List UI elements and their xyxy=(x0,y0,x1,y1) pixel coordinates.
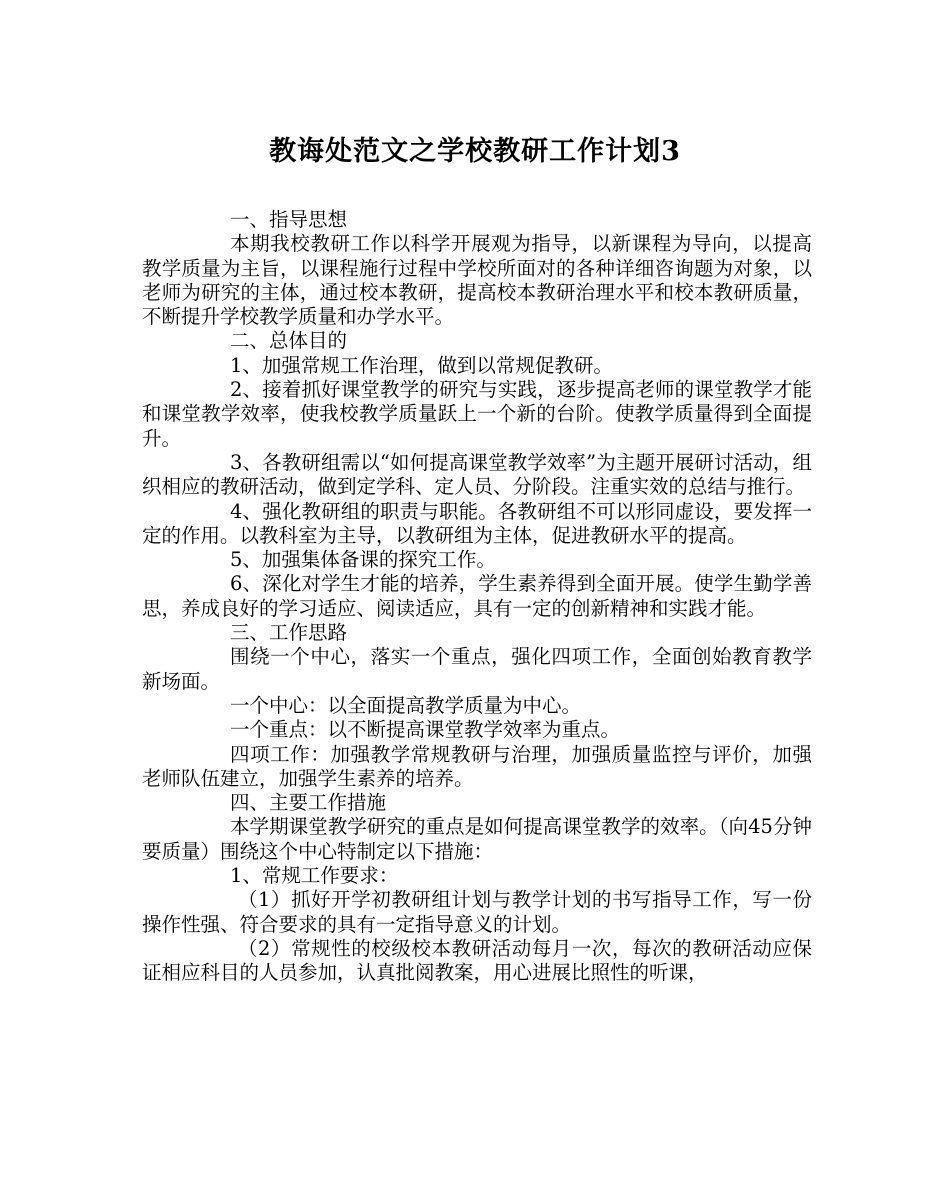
paragraph: 一个中心：以全面提高教学质量为中心。 xyxy=(230,693,582,717)
paragraph: 3、各教研组需以“如何提高课堂教学效率”为主题开展研讨活动，组织相应的教研活动，做到定学科、定人员、分阶段。注重实效的总结与推行。 xyxy=(142,450,812,499)
paragraph: 5、加强集体备课的探究工作。 xyxy=(230,548,496,572)
paragraph: 围绕一个中心，落实一个重点，强化四项工作，全面创始教育教学新场面。 xyxy=(142,645,812,693)
document-body xyxy=(142,208,812,986)
paragraph: 4、强化教研组的职责与职能。各教研组不可以形同虚设，要发挥一定的作用。以教科室为主导，以教研组为主体，促进教研水平的提高。 xyxy=(142,499,812,547)
section-heading: 三、工作思路 xyxy=(230,621,348,645)
paragraph: 本期我校教研工作以科学开展观为指导，以新课程为导向，以提高教学质量为主旨，以课程施行过程中学校所面对的各种详细咨询题为对象，以老师为研究的主体，通过校本教研，提高校本教研治理水平和校本教研质量，不断提升学校教学质量和办学水平。 xyxy=(142,232,812,329)
paragraph: 一个重点：以不断提高课堂教学效率为重点。 xyxy=(230,718,621,742)
paragraph: 6、深化对学生才能的培养，学生素养得到全面开展。使学生勤学善思，养成良好的学习适应、阅读适应，具有一定的创新精神和实践才能。 xyxy=(142,572,812,620)
paragraph: 2、接着抓好课堂教学的研究与实践，逐步提高老师的课堂教学才能和课堂教学效率，使我校教学质量跃上一个新的台阶。使教学质量得到全面提升。 xyxy=(142,378,812,450)
paragraph: 本学期课堂教学研究的重点是如何提高课堂教学的效率。（向45分钟要质量）围绕这个中心特制定以下措施： xyxy=(142,815,812,863)
section-heading: 四、主要工作措施 xyxy=(230,791,387,815)
paragraph: （1）抓好开学初教研组计划与教学计划的书写指导工作，写一份操作性强、符合要求的具有一定指导意义的计划。 xyxy=(142,888,812,936)
section-heading: 一、指导思想 xyxy=(230,208,348,231)
document-title: 教诲处范文之学校教研工作计划3 xyxy=(269,136,681,167)
paragraph: 四项工作：加强教学常规教研与治理，加强质量监控与评价，加强老师队伍建立，加强学生素养的培养。 xyxy=(142,742,812,790)
paragraph: （2）常规性的校级校本教研活动每月一次，每次的教研活动应保证相应科目的人员参加，认真批阅教案，用心进展比照性的听课， xyxy=(142,936,812,985)
paragraph: 1、加强常规工作治理，做到以常规促教研。 xyxy=(230,353,613,377)
paragraph: 1、常规工作要求： xyxy=(230,864,399,888)
section-heading: 二、总体目的 xyxy=(230,329,348,353)
